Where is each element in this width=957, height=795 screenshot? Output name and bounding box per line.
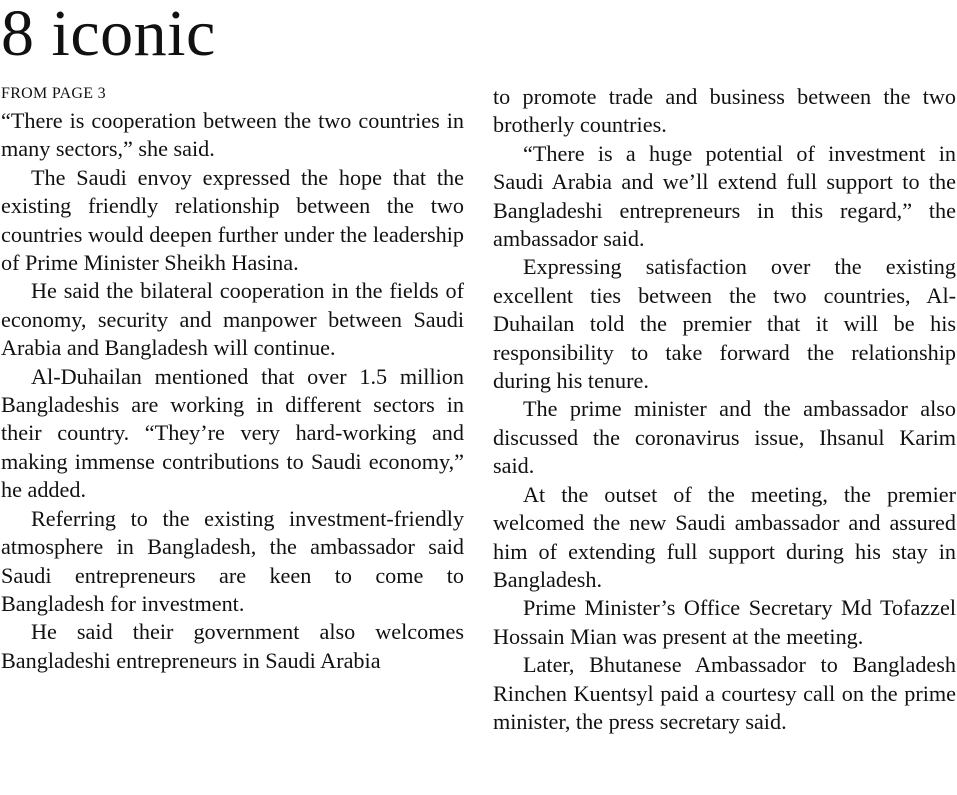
paragraph: Later, Bhutanese Ambassador to Bangladesh Rinchen Kuentsyl paid a courtesy call on the prime minister, the press secretary said. xyxy=(493,652,956,734)
paragraph: Expressing satisfaction over the existing excellent ties between the two countries, Al-Duhailan told the premier that it will be his responsibility to take forward the relationship during his tenure. xyxy=(493,254,956,394)
paragraph: He said the bilateral cooperation in the fields of economy, security and manpower between Saudi Arabia and Bangladesh will continue. xyxy=(1,278,464,361)
article-headline: 8 iconic xyxy=(1,0,216,70)
paragraph: The prime minister and the ambassador also discussed the coronavirus issue, Ihsanul Karim said. xyxy=(493,396,956,479)
paragraph: Referring to the existing investment-friendly atmosphere in Bangladesh, the ambassador said Saudi entrepreneurs are keen to come to Bangladesh for investment. xyxy=(1,505,464,616)
paragraph: Al-Duhailan mentioned that over 1.5 million Bangladeshis are working in different sectors in their country. “They’re very hard-working and making immense contributions to Saudi economy,” he added. xyxy=(1,363,464,503)
paragraph: Prime Minister’s Office Secretary Md Tofazzel Hossain Mian was present at the meeting. xyxy=(493,595,956,649)
right-column xyxy=(493,83,956,736)
jump-line: FROM PAGE 3 xyxy=(1,85,106,102)
paragraph: At the outset of the meeting, the premier welcomed the new Saudi ambassador and assured him of extending full support during his stay in Bangladesh. xyxy=(493,481,956,592)
paragraph: “There is cooperation between the two countries in many sectors,” she said. xyxy=(1,108,464,162)
paragraph: to promote trade and business between the two brotherly countries. xyxy=(493,84,956,138)
left-column xyxy=(1,107,464,675)
paragraph: “There is a huge potential of investment in Saudi Arabia and we’ll extend full support to the Bangladeshi entrepreneurs in this regard,” the ambassador said. xyxy=(493,140,956,252)
paragraph: The Saudi envoy expressed the hope that the existing friendly relationship between the two countries would deepen further under the leadership of Prime Minister Sheikh Hasina. xyxy=(1,164,464,276)
paragraph: He said their government also welcomes Bangladeshi entrepreneurs in Saudi Arabia xyxy=(1,619,464,673)
